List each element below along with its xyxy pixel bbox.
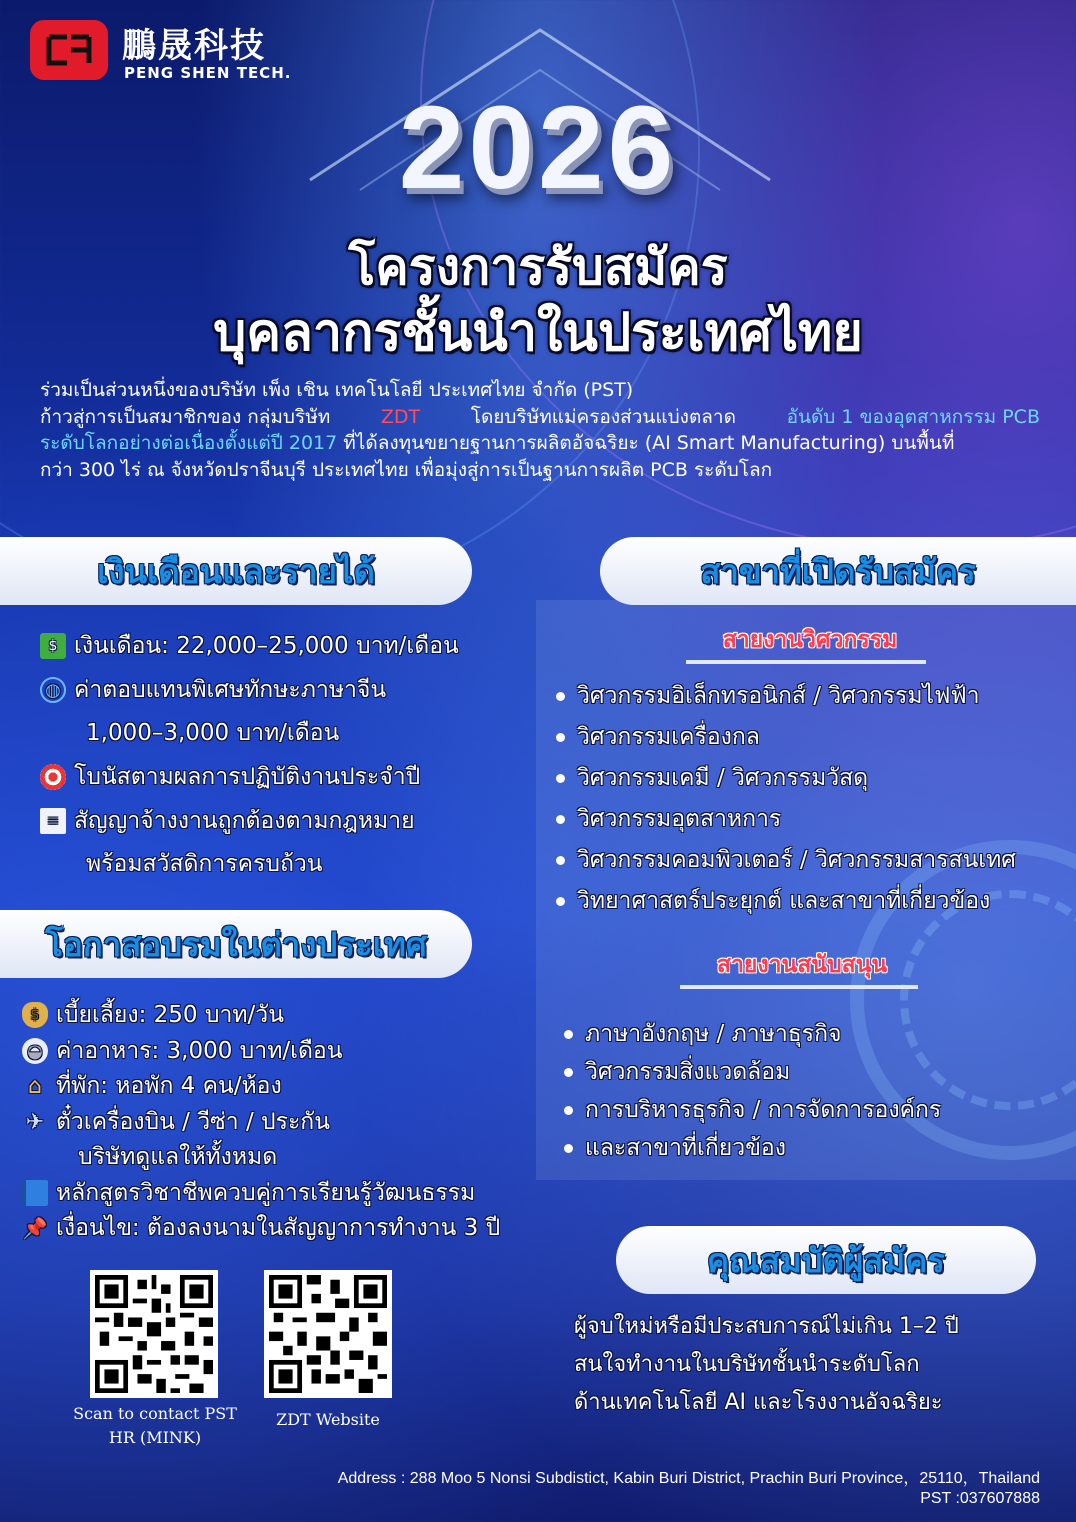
- list-item: [556, 842, 1016, 878]
- intro-highlight-red: ZDT: [380, 405, 421, 428]
- list-item-text: ภาษาอังกฤษ / ภาษาธุรกิจ: [585, 1021, 842, 1047]
- list-item: [564, 1130, 786, 1166]
- list-item: [564, 1016, 842, 1052]
- salary-heading-pill: [0, 537, 472, 605]
- bullet-dot: [564, 1106, 573, 1115]
- list-item-text: วิศวกรรมอุตสาหการ: [577, 806, 782, 832]
- qr-code-pattern: [269, 1275, 387, 1393]
- qr-code-pattern: [95, 1275, 213, 1393]
- intro-line: [40, 404, 1040, 431]
- list-item: [40, 628, 459, 664]
- list-item: [40, 803, 415, 839]
- intro-highlight-blue: ระดับโลกอย่างต่อเนื่องตั้งแต่ปี 2017: [40, 432, 338, 454]
- qualifications-heading-pill: [616, 1226, 1036, 1294]
- list-item-text: สัญญาจ้างงานถูกต้องตามกฎหมาย: [74, 808, 415, 834]
- airplane-icon: ✈: [25, 1109, 45, 1135]
- qualification-line: สนใจทำงานในบริษัทชั้นนำระดับโลก: [574, 1352, 920, 1377]
- list-item-text: วิศวกรรมเคมี / วิศวกรรมวัสดุ: [577, 765, 869, 791]
- list-item-text: วิศวกรรมคอมพิวเตอร์ / วิศวกรรมสารสนเทศ: [577, 847, 1016, 873]
- list-item: [22, 1068, 282, 1104]
- positions-heading: สาขาที่เปิดรับสมัคร: [700, 551, 976, 591]
- list-item: [564, 1054, 790, 1090]
- footer-phone: PST :037607888: [920, 1490, 1040, 1507]
- company-logo: [30, 20, 108, 80]
- list-item-text: วิศวกรรมเครื่องกล: [577, 724, 760, 750]
- intro-line: [40, 430, 1040, 457]
- qr-caption-line: HR (MINK): [108, 1428, 202, 1447]
- intro-highlight-blue: อันดับ 1 ของอุตสาหกรรม PCB: [786, 405, 1040, 428]
- list-item-text: ค่าตอบแทนพิเศษทักษะภาษาจีน: [74, 677, 387, 703]
- globe-icon: ◍: [40, 677, 66, 703]
- list-item-text: การบริหารธุรกิจ / การจัดการองค์กร: [585, 1097, 942, 1123]
- list-item-text: 1,000–3,000 บาท/เดือน: [86, 720, 340, 746]
- support-subheading: สายงานสนับสนุน: [716, 952, 888, 978]
- contact-qr-code[interactable]: [90, 1270, 218, 1398]
- list-item: [556, 883, 990, 919]
- list-item-text: เงินเดือน: 22,000–25,000 บาท/เดือน: [74, 633, 459, 659]
- positions-heading-pill: [600, 537, 1076, 605]
- engineering-underline: [686, 660, 926, 664]
- list-item-text: ที่พัก: หอพัก 4 คน/ห้อง: [56, 1073, 282, 1099]
- intro-text: โดยบริษัทแม่ครองส่วนแบ่งตลาด: [470, 405, 736, 428]
- website-qr-caption: ZDT Website: [276, 1410, 380, 1429]
- list-item: [40, 759, 420, 795]
- qr-caption-line: Scan to contact PST: [73, 1404, 237, 1423]
- list-item: [556, 678, 980, 714]
- bullet-dot: [556, 897, 565, 906]
- brand-name-cn: 鵬晟科技: [122, 26, 266, 66]
- bullet-dot: [564, 1144, 573, 1153]
- bullet-dot: [556, 856, 565, 865]
- list-item-text: วิศวกรรมสิ่งแวดล้อม: [585, 1059, 791, 1085]
- intro-text: ก้าวสู่การเป็นสมาชิกของ กลุ่มบริษัท: [40, 405, 331, 428]
- contact-qr-caption: [55, 1402, 255, 1450]
- bullet-dot: [556, 733, 565, 742]
- training-heading: โอกาสอบรมในต่างประเทศ: [45, 924, 427, 964]
- list-item-text: เบี้ยเลี้ยง: 250 บาท/วัน: [56, 1002, 284, 1028]
- qualification-line: ผู้จบใหม่หรือมีประสบการณ์ไม่เกิน 1–2 ปี: [574, 1314, 959, 1339]
- list-item-text: วิศวกรรมอิเล็กทรอนิกส์ / วิศวกรรมไฟฟ้า: [577, 683, 980, 709]
- intro-line: กว่า 300 ไร่ ณ จังหวัดปราจีนบุรี ประเทศไทย เพื่อมุ่งสู่การเป็นฐานการผลิต PCB ระดับโลก: [40, 458, 773, 481]
- qualifications-heading: คุณสมบัติผู้สมัคร: [707, 1240, 945, 1280]
- list-item: [22, 1104, 330, 1140]
- list-item-text: ตั๋วเครื่องบิน / วีซ่า / ประกัน: [56, 1109, 330, 1135]
- year-title: 2026: [398, 82, 678, 214]
- list-item-text: และสาขาที่เกี่ยวข้อง: [585, 1135, 786, 1161]
- rice-icon: ◒: [22, 1038, 48, 1064]
- page-title-line2: บุคลากรชั้นนำในประเทศไทย: [213, 303, 863, 363]
- list-item: [564, 1092, 941, 1128]
- list-item: [86, 715, 339, 751]
- salary-heading: เงินเดือนและรายได้: [97, 551, 375, 591]
- support-underline: [680, 985, 918, 989]
- bullet-dot: [556, 774, 565, 783]
- footer-address: Address : 288 Moo 5 Nonsi Subdistict, Kabin Buri District, Prachin Buri Province，25110，Thailand: [337, 1470, 1040, 1487]
- list-item: [22, 1033, 342, 1069]
- book-icon: [22, 1180, 48, 1206]
- list-item: [86, 846, 323, 882]
- page-title-line1: โครงการรับสมัคร: [348, 238, 728, 296]
- document-icon: ≡: [40, 808, 66, 834]
- brand-name-en: PENG SHEN TECH.: [124, 64, 292, 82]
- list-item: [556, 719, 760, 755]
- list-item-text: บริษัทดูแลให้ทั้งหมด: [78, 1144, 278, 1170]
- list-item: [22, 1210, 500, 1246]
- bullet-dot: [564, 1068, 573, 1077]
- bullet-dot: [556, 692, 565, 701]
- intro-paragraph: [40, 377, 1040, 483]
- engineering-subheading: สายงานวิศวกรรม: [722, 627, 898, 653]
- list-item: [40, 672, 386, 708]
- list-item-text: เงื่อนไข: ต้องลงนามในสัญญาการทำงาน 3 ปี: [56, 1215, 501, 1241]
- qualification-line: ด้านเทคโนโลยี AI และโรงงานอัจฉริยะ: [574, 1390, 943, 1415]
- bullet-dot: [556, 815, 565, 824]
- target-icon: [40, 764, 66, 790]
- list-item: [556, 801, 781, 837]
- list-item: [22, 997, 284, 1033]
- list-item-text: วิทยาศาสตร์ประยุกต์ และสาขาที่เกี่ยวข้อง: [577, 888, 991, 914]
- website-qr-code[interactable]: [264, 1270, 392, 1398]
- list-item: [78, 1139, 277, 1175]
- list-item: [22, 1175, 475, 1211]
- list-item-text: โบนัสตามผลการปฏิบัติงานประจำปี: [74, 764, 421, 790]
- list-item-text: ค่าอาหาร: 3,000 บาท/เดือน: [56, 1038, 343, 1064]
- bullet-dot: [564, 1030, 573, 1039]
- pin-icon: 📌: [22, 1216, 48, 1240]
- intro-text: ที่ได้ลงทุนขยายฐานการผลิตอัจฉริยะ (AI Smart Manufacturing) บนพื้นที่: [343, 432, 955, 454]
- training-heading-pill: [0, 910, 472, 978]
- list-item-text: พร้อมสวัสดิการครบถ้วน: [86, 851, 323, 877]
- money-bag-icon: $: [22, 1002, 48, 1028]
- intro-line: ร่วมเป็นส่วนหนึ่งของบริษัท เพ็ง เชิน เทคโนโลยี ประเทศไทย จำกัด (PST): [40, 379, 634, 401]
- list-item-text: หลักสูตรวิชาชีพควบคู่การเรียนรู้วัฒนธรรม: [56, 1180, 476, 1206]
- money-icon: $: [40, 633, 66, 659]
- house-icon: ⌂: [28, 1073, 42, 1099]
- list-item: [556, 760, 868, 796]
